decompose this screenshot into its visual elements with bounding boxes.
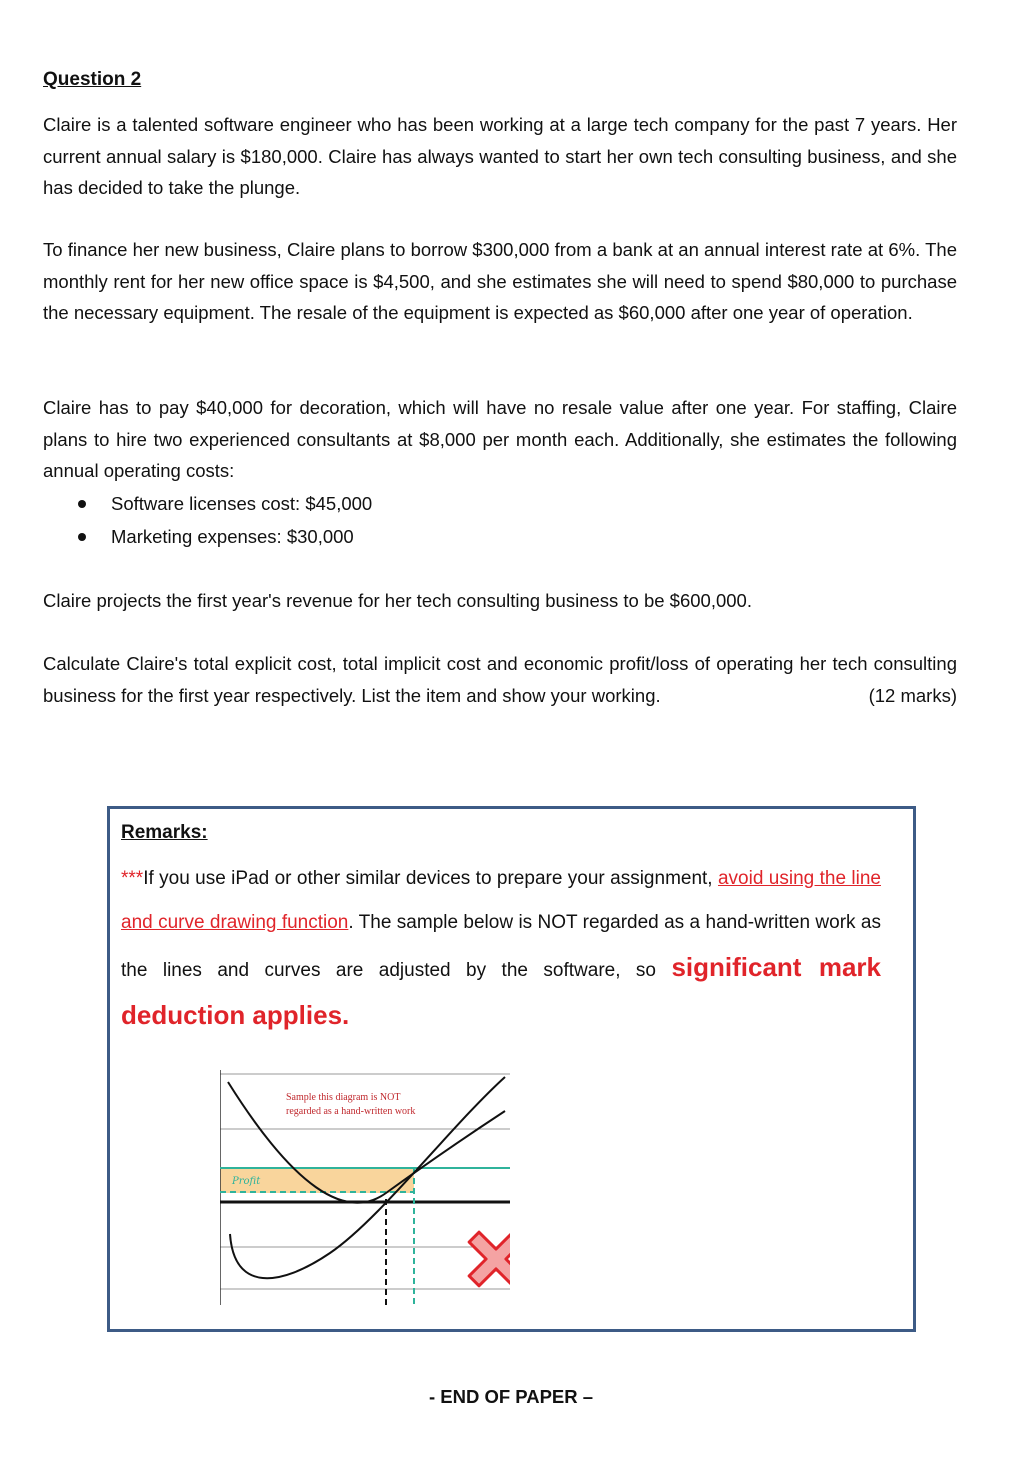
caption-background [282,1085,456,1125]
question-paragraph-costs: Claire has to pay $40,000 for decoration, which will have no resale value after one year. For staffing, Claire plans to hire two experienced consultants at $8,000 per month each. Additionally, she estimates the following annual operating costs: [43,397,957,481]
marks-label: (12 marks) [868,684,957,706]
cross-icon [452,1215,510,1303]
question-instruction [43,648,957,711]
remarks-text [121,857,881,1041]
remarks-title: Remarks: [121,822,208,843]
remarks-stars: *** [121,868,144,889]
list-item-text: Marketing expenses: $30,000 [111,526,354,547]
remarks-box [107,806,916,1332]
question-paragraph-intro: Claire is a talented software engineer who has been working at a large tech company for the past 7 years. Her current annual salary is $180,000. Claire has always wanted to start her own tech consulting business, and she has decided to take the plunge. [43,114,957,198]
list-item [78,520,372,553]
bullet-icon [78,533,86,541]
operating-costs-list [78,487,372,553]
sample-diagram [220,1067,510,1305]
question-paragraph-revenue: Claire projects the first year's revenue for her tech consulting business to be $600,000. [43,590,752,611]
remarks-text-part-2: . The sample below is NOT regarded as a hand-written work as the lines and curves are adjusted by the software, so [121,912,881,981]
remarks-emphasis: significant mark deduction applies. [121,952,881,1030]
remarks-warning-link: avoid using the line and curve drawing function [121,868,881,933]
diagram-caption-line-2: regarded as a hand-written work [286,1106,416,1117]
profit-label: Profit [232,1176,261,1187]
remarks-text-part-1: If you use iPad or other similar devices to prepare your assignment, [143,868,718,889]
end-of-paper: - END OF PAPER – [428,1386,594,1407]
cross-shape [452,1215,510,1303]
bullet-icon [78,500,86,508]
list-item-text: Software licenses cost: $45,000 [111,493,373,514]
question-paragraph-financing: To finance her new business, Claire plans to borrow $300,000 from a bank at an annual interest rate at 6%. The monthly rent for her new office space is $4,500, and she estimates she will need to spend $80,000 to purchase the necessary equipment. The resale of the equipment is expected as $60,000 after one year of operation. [43,239,957,323]
diagram-caption-line-1: Sample this diagram is NOT [286,1092,401,1103]
question-heading: Question 2 [43,69,142,90]
instruction-text: Calculate Claire's total explicit cost, total implicit cost and economic profit/loss of operating her tech consulting business for the first year respectively. List the item and show your working. [43,653,957,706]
list-item [78,487,372,520]
